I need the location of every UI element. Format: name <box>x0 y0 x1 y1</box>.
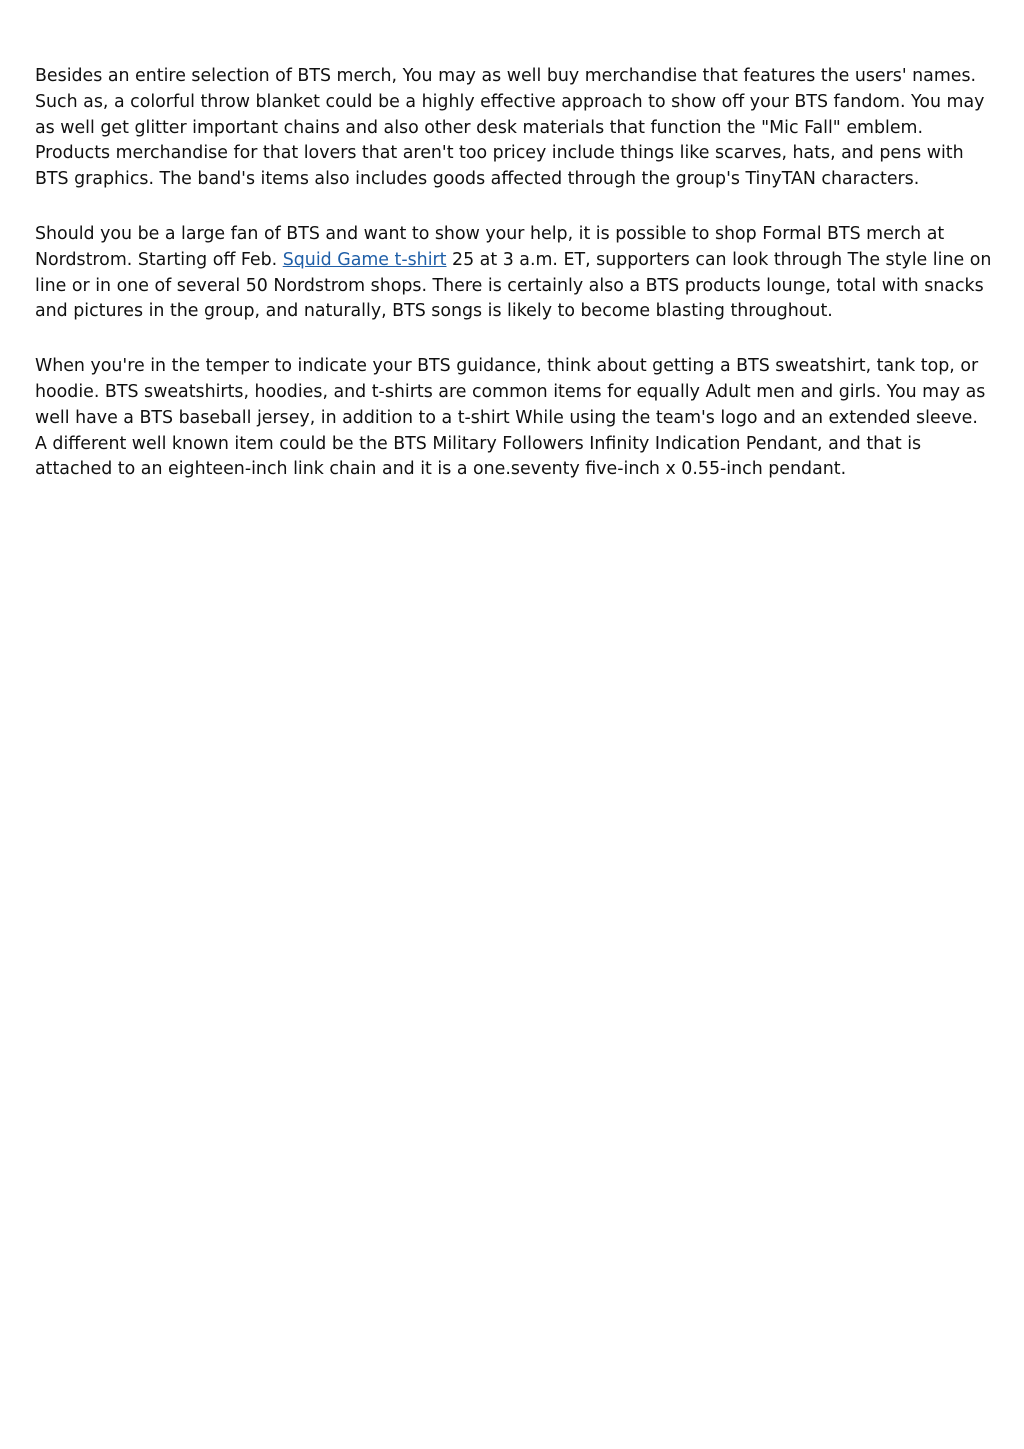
paragraph-text-after-link: 25 at 3 a.m. ET, supporters can look through The style line on line or in one of several 50 Nordstrom shops. There is certainly also a BTS products lounge, total with snacks and pictures in the group, and naturally, BTS songs is likely to become blasting throughout. <box>35 249 992 322</box>
paragraph-text-before-link: Should you be a large fan of BTS and want to show your help, it is possible to shop Formal BTS merch at Nordstrom. Starting off Feb. <box>35 223 945 270</box>
document-body <box>35 64 993 512</box>
paragraph-bts-apparel: When you're in the temper to indicate your BTS guidance, think about getting a BTS sweatshirt, tank top, or hoodie. BTS sweatshirts, hoodies, and t-shirts are common items for equally Adult men and girls. You may as well have a BTS baseball jersey, in addition to a t-shirt While using the team's logo and an extended sleeve. A different well known item could be the BTS Military Followers Infinity Indication Pendant, and that is attached to an eighteen-inch link chain and it is a one.seventy five-inch x 0.55-inch pendant. <box>35 356 986 480</box>
squid-game-t-shirt-link[interactable]: Squid Game t-shirt <box>282 249 447 270</box>
paragraph-nordstrom-shop <box>35 222 993 325</box>
paragraph-bts-merch-selection: Besides an entire selection of BTS merch, You may as well buy merchandise that features the users' names. Such as, a colorful throw blanket could be a highly effective approach to show off your BTS fandom. You may as well get glitter important chains and also other desk materials that function the "Mic Fall" emblem. Products merchandise for that lovers that aren't too pricey include things like scarves, hats, and pens with BTS graphics. The band's items also includes goods affected through the group's TinyTAN characters. <box>35 66 985 190</box>
